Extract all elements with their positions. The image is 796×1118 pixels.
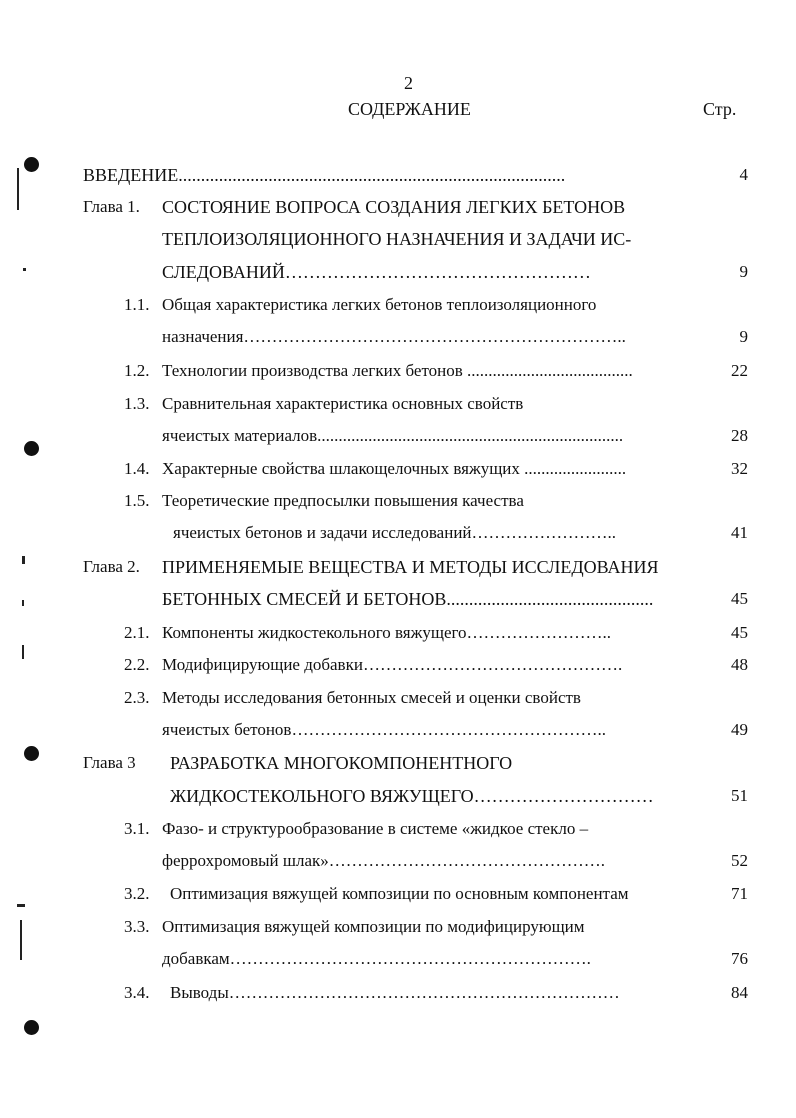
scan-speck <box>22 556 25 564</box>
toc-entry-text: Общая характеристика легких бетонов теплоизоляционного <box>162 295 597 314</box>
toc-entry-text: Теоретические предпосылки повышения качества <box>162 491 524 510</box>
scan-speck <box>22 600 24 606</box>
toc-entry-page: 52 <box>731 851 748 870</box>
toc-entry-page: 51 <box>731 786 748 805</box>
toc-entry-page: 48 <box>731 655 748 674</box>
toc-entry-text: ячеистых бетонов……………………………………………….. <box>162 720 606 739</box>
scan-speck <box>22 645 24 659</box>
scan-speck <box>23 268 26 271</box>
toc-entry-label: Глава 3 <box>83 753 136 772</box>
toc-entry-text: Выводы…………………………………………………………… <box>170 983 620 1002</box>
toc-entry-text: СОСТОЯНИЕ ВОПРОСА СОЗДАНИЯ ЛЕГКИХ БЕТОНОВ <box>162 197 626 217</box>
toc-entry-text: назначения………………………………………………………….. <box>162 327 626 346</box>
toc-entry-label: 2.1. <box>124 623 150 642</box>
binder-hole-mark <box>24 157 39 172</box>
scan-speck <box>17 168 19 210</box>
toc-entry-page: 41 <box>731 523 748 542</box>
toc-entry-page: 9 <box>739 262 748 281</box>
toc-entry-text: Сравнительная характеристика основных свойств <box>162 394 524 413</box>
toc-entry-page: 22 <box>731 361 748 380</box>
toc-entry-text: ТЕПЛОИЗОЛЯЦИОННОГО НАЗНАЧЕНИЯ И ЗАДАЧИ ИС- <box>162 229 632 249</box>
toc-entry-label: Глава 1. <box>83 197 140 216</box>
toc-entry-label: 3.1. <box>124 819 150 838</box>
binder-hole-mark <box>24 1020 39 1035</box>
page-column-header: Стр. <box>703 99 737 119</box>
page-number: 2 <box>404 73 413 93</box>
toc-entry-text: РАЗРАБОТКА МНОГОКОМПОНЕНТНОГО <box>170 753 513 773</box>
toc-entry-label: 3.4. <box>124 983 150 1002</box>
toc-title: СОДЕРЖАНИЕ <box>348 99 471 119</box>
scan-speck <box>17 904 25 907</box>
toc-entry-text: феррохромовый шлак»…………………………………………. <box>162 851 605 870</box>
toc-entry-label: 1.1. <box>124 295 150 314</box>
binder-hole-mark <box>24 441 39 456</box>
toc-entry-text: Характерные свойства шлакощелочных вяжущих ........................ <box>162 459 627 478</box>
toc-entry-text: Модифицирующие добавки………………………………………. <box>162 655 623 674</box>
toc-entry-label: 1.2. <box>124 361 150 380</box>
toc-entry-text: БЕТОННЫХ СМЕСЕЙ И БЕТОНОВ.............................................. <box>162 589 654 609</box>
toc-entry-text: Оптимизация вяжущей композиции по модифицирующим <box>162 917 585 936</box>
toc-entry-text: ПРИМЕНЯЕМЫЕ ВЕЩЕСТВА И МЕТОДЫ ИССЛЕДОВАНИЯ <box>162 557 659 577</box>
toc-entry-text: добавкам………………………………………………………. <box>162 949 591 968</box>
toc-entry-label: 1.5. <box>124 491 150 510</box>
toc-entry-page: 49 <box>731 720 748 739</box>
toc-entry-label: 1.4. <box>124 459 150 478</box>
toc-entry-text: ячеистых материалов........................................................................ <box>162 426 624 445</box>
toc-entry-text: Фазо- и структурообразование в системе «жидкое стекло – <box>162 819 589 838</box>
toc-entry-text: ячеистых бетонов и задачи исследований…………………….. <box>173 523 617 542</box>
binder-hole-mark <box>24 746 39 761</box>
toc-entry-label: 3.2. <box>124 884 150 903</box>
toc-entry-page: 71 <box>731 884 748 903</box>
toc-entry-page: 45 <box>731 589 748 608</box>
toc-entry-page: 4 <box>739 165 748 184</box>
toc-entry-page: 84 <box>731 983 748 1002</box>
toc-entry-label: 2.2. <box>124 655 150 674</box>
toc-entry-page: 76 <box>731 949 748 968</box>
toc-entry-text: ВВЕДЕНИЕ...................................................................................... <box>83 165 566 185</box>
toc-entry-text: Методы исследования бетонных смесей и оценки свойств <box>162 688 581 707</box>
toc-entry-page: 9 <box>739 327 748 346</box>
toc-entry-page: 32 <box>731 459 748 478</box>
toc-entry-label: 2.3. <box>124 688 150 707</box>
scan-speck <box>20 920 22 960</box>
toc-entry-page: 28 <box>731 426 748 445</box>
toc-entry-text: Оптимизация вяжущей композиции по основным компонентам <box>170 884 629 903</box>
toc-entry-text: ЖИДКОСТЕКОЛЬНОГО ВЯЖУЩЕГО………………………… <box>170 786 654 806</box>
toc-entry-label: 3.3. <box>124 917 150 936</box>
toc-entry-text: Компоненты жидкостекольного вяжущего…………………….. <box>162 623 612 642</box>
toc-entry-label: 1.3. <box>124 394 150 413</box>
toc-entry-text: СЛЕДОВАНИЙ…………………………………………… <box>162 262 591 282</box>
toc-entry-page: 45 <box>731 623 748 642</box>
toc-entry-text: Технологии производства легких бетонов ....................................... <box>162 361 633 380</box>
toc-entry-label: Глава 2. <box>83 557 140 576</box>
